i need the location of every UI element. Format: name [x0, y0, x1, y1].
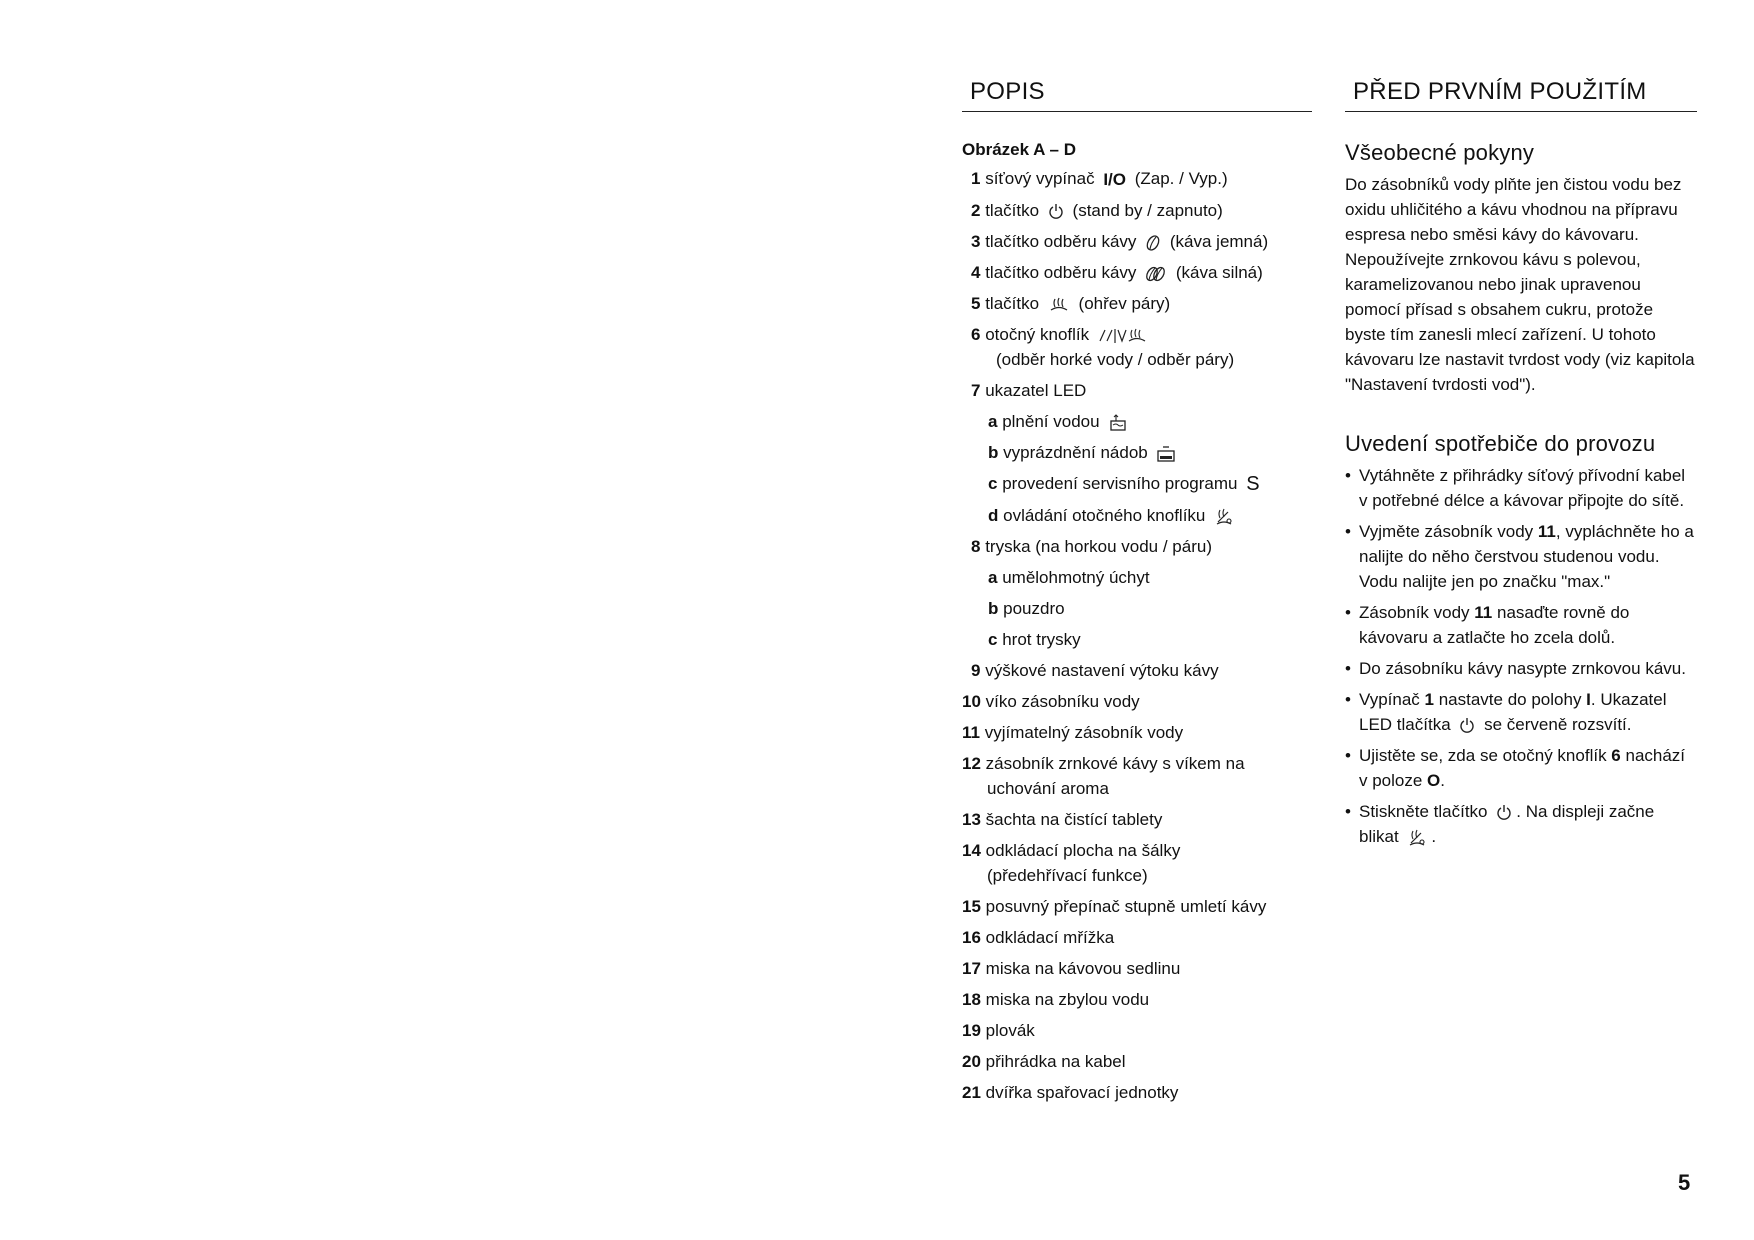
coffee-bean-strong-icon	[1145, 265, 1167, 283]
figure-label: Obrázek A – D	[962, 140, 1077, 159]
list-item: • Do zásobníku kávy nasypte zrnkovou kávu.	[1345, 656, 1697, 681]
general-instructions-text: Do zásobníků vody plňte jen čistou vodu bez oxidu uhličitého a kávu vhodnou na přípravu espresa nebo směsi kávy do kávovaru. Nepoužívejte zrnkovou kávu s polevou, karamelizovanou nebo jinak upravenou pomocí přísad s obsahem cukru, protože byste tím zanesli mlecí zařízení. U tohoto kávovaru lze nastavit tvrdost vody (viz kapitola "Nastavení tvrdosti vod").	[1345, 175, 1695, 394]
description-column	[962, 70, 1312, 1111]
popis-heading: POPIS	[962, 70, 1312, 112]
list-item: 5 tlačítko (ohřev páry)	[971, 294, 1171, 314]
standby-icon	[1496, 804, 1512, 821]
list-item: 8 tryska (na horkou vodu / páru)	[971, 537, 1212, 557]
knob-control-icon	[1407, 829, 1427, 847]
water-fill-icon	[1108, 414, 1128, 432]
list-item: b vyprázdnění nádob	[962, 440, 1312, 465]
list-item: c provedení servisního programu S	[988, 473, 1260, 496]
general-instructions-title: Všeobecné pokyny	[1345, 140, 1535, 165]
hot-water-steam-knob-icon	[1098, 327, 1148, 345]
steam-icon	[1048, 297, 1070, 313]
list-item: d ovládání otočného knoflíku	[962, 503, 1312, 528]
list-item: 21 dvířka spařovací jednotky	[962, 1083, 1179, 1103]
knob-control-icon	[1214, 508, 1234, 526]
list-item: 1 síťový vypínač I/O (Zap. / Vyp.)	[962, 166, 1312, 192]
list-item: 16 odkládací mřížka	[962, 928, 1115, 948]
list-item: 12 zásobník zrnkové kávy s víkem na uchování aroma	[962, 754, 1245, 799]
list-item: 10 víko zásobníku vody	[962, 692, 1140, 712]
service-program-symbol: S	[1246, 473, 1260, 496]
list-item: 14 odkládací plocha na šálky (předehřívací funkce)	[962, 841, 1181, 886]
list-item: 17 miska na kávovou sedlinu	[962, 959, 1181, 979]
standby-icon	[1459, 717, 1475, 734]
list-item: b pouzdro	[988, 599, 1065, 619]
list-item: 18 miska na zbylou vodu	[962, 990, 1150, 1010]
list-item: • Ujistěte se, zda se otočný knoflík 6 nachází v poloze O.	[1345, 743, 1697, 793]
list-item: 4 tlačítko odběru kávy (káva silná)	[971, 263, 1263, 283]
list-item: 20 přihrádka na kabel	[962, 1052, 1126, 1072]
standby-icon	[1048, 203, 1064, 220]
power-switch-symbol: I/O	[1103, 170, 1126, 190]
list-item: • Vytáhněte z přihrádky síťový přívodní kabel v potřebné délce a kávovar připojte do sítě.	[1345, 463, 1697, 513]
list-item: a umělohmotný úchyt	[988, 568, 1150, 588]
before-first-use-column	[1345, 70, 1697, 855]
list-item: c hrot trysky	[988, 630, 1081, 650]
page-number: 5	[1678, 1170, 1691, 1195]
list-item: 11 vyjímatelný zásobník vody	[962, 723, 1184, 743]
list-item: 7 ukazatel LED	[971, 381, 1087, 401]
list-item: 6 otočný knoflík (odběr horké vody / odběr páry)	[971, 325, 1235, 370]
list-item: • Vyjměte zásobník vody 11, vypláchněte ho a nalijte do něho čerstvou studenou vodu. Vodu nalijte jen po značku "max."	[1345, 519, 1697, 594]
list-item: a plnění vodou	[962, 409, 1312, 434]
startup-title: Uvedení spotřebiče do provozu	[1345, 431, 1656, 456]
list-item: 13 šachta na čistící tablety	[962, 810, 1163, 830]
list-item: • Vypínač 1 nastavte do polohy I. Ukazatel LED tlačítka se červeně rozsvítí.	[1345, 687, 1697, 737]
list-item: • Stiskněte tlačítko . Na displeji začne blikat .	[1345, 799, 1697, 849]
list-item: 9 výškové nastavení výtoku kávy	[971, 661, 1219, 681]
list-item: 19 plovák	[962, 1021, 1035, 1041]
coffee-bean-mild-icon	[1145, 234, 1161, 252]
first-use-heading: PŘED PRVNÍM POUŽITÍM	[1345, 70, 1697, 112]
list-item: 2 tlačítko (stand by / zapnuto)	[971, 201, 1223, 221]
list-item: 15 posuvný přepínač stupně umletí kávy	[962, 897, 1267, 917]
list-item: 3 tlačítko odběru kávy (káva jemná)	[971, 232, 1269, 252]
list-item: • Zásobník vody 11 nasaďte rovně do kávovaru a zatlačte ho zcela dolů.	[1345, 600, 1697, 650]
empty-container-icon	[1156, 445, 1176, 463]
